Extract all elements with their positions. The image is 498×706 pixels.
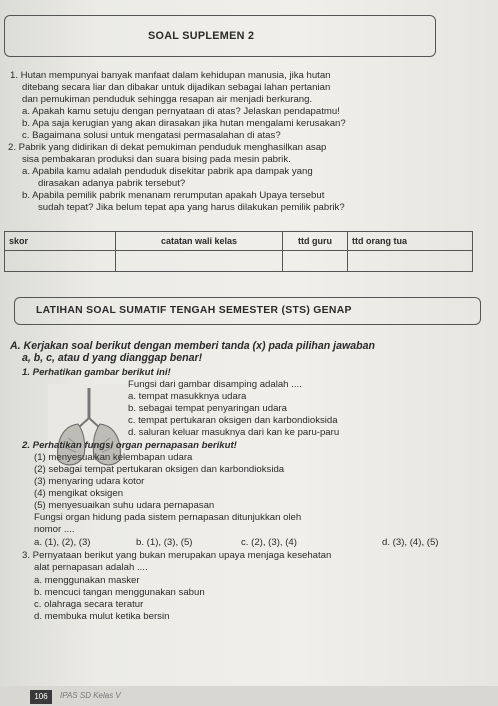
- score-cell[interactable]: [5, 251, 116, 272]
- q2-option-d[interactable]: d. (3), (4), (5): [382, 537, 439, 548]
- sts-title: LATIHAN SOAL SUMATIF TENGAH SEMESTER (STS) GENAP: [36, 305, 352, 316]
- suplemen-line: sisa pembakaran produksi dan suara bising pada mesin pabrik.: [22, 154, 291, 165]
- q2-item: (4) mengikat oksigen: [34, 488, 124, 499]
- teacher-signature-header: ttd guru: [283, 232, 348, 251]
- suplemen-line: b. Apa saja kerugian yang akan dirasakan jika hutan mengalami kerusakan?: [22, 118, 346, 129]
- q3-option-a[interactable]: a. menggunakan masker: [34, 575, 140, 586]
- instruction-line: A. Kerjakan soal berikut dengan memberi tanda (x) pada pilihan jawaban: [10, 340, 375, 352]
- note-cell[interactable]: [116, 251, 283, 272]
- suplemen-line: a. Apakah kamu setuju dengan pernyataan di atas? Jelaskan pendapatmu!: [22, 106, 340, 117]
- q1-prompt: 1. Perhatikan gambar berikut ini!: [22, 367, 171, 378]
- page-title: SOAL SUPLEMEN 2: [148, 30, 255, 42]
- book-label: IPAS SD Kelas V: [60, 691, 121, 700]
- instruction-line: a, b, c, atau d yang dianggap benar!: [22, 352, 203, 364]
- q2-option-c[interactable]: c. (2), (3), (4): [241, 537, 297, 548]
- q2-item: (3) menyaring udara kotor: [34, 476, 145, 487]
- note-header: catatan wali kelas: [116, 232, 283, 251]
- suplemen-line: dan pemukiman penduduk sehingga resapan air menjadi berkurang.: [22, 94, 313, 105]
- parent-signature-cell[interactable]: [348, 251, 473, 272]
- suplemen-line: a. Apabila kamu adalah penduduk disekitar pabrik apa dampak yang: [22, 166, 313, 177]
- q1-option-d[interactable]: d. saluran keluar masuknya dari kan ke paru-paru: [128, 427, 340, 438]
- q3-option-d[interactable]: d. membuka mulut ketika bersin: [34, 611, 170, 622]
- q2-item: (5) menyesuaikan suhu udara pernapasan: [34, 500, 215, 511]
- score-header: skor: [5, 232, 116, 251]
- q3-question: 3. Pernyataan berikut yang bukan merupakan upaya menjaga kesehatan: [22, 550, 332, 561]
- teacher-signature-cell[interactable]: [283, 251, 348, 272]
- suplemen-line: ditebang secara liar dan dibakar untuk dijadikan sebagai lahan pertanian: [22, 82, 331, 93]
- q3-option-c[interactable]: c. olahraga secara teratur: [34, 599, 144, 610]
- q1-option-a[interactable]: a. tempat masukknya udara: [128, 391, 247, 402]
- score-table: [4, 231, 473, 272]
- q3-question: alat pernapasan adalah ....: [34, 562, 148, 573]
- q1-option-b[interactable]: b. sebagai tempat penyaringan udara: [128, 403, 287, 414]
- suplemen-line: sudah tepat? Jika belum tepat apa yang harus dilakukan pemilik pabrik?: [38, 202, 345, 213]
- parent-signature-header: ttd orang tua: [348, 232, 473, 251]
- suplemen-line: 1. Hutan mempunyai banyak manfaat dalam kehidupan manusia, jika hutan: [10, 70, 331, 81]
- page-number: 106: [30, 690, 52, 704]
- page-footer: [0, 686, 498, 706]
- suplemen-line: dirasakan adanya pabrik tersebut?: [38, 178, 186, 189]
- q3-option-b[interactable]: b. mencuci tangan menggunakan sabun: [34, 587, 205, 598]
- q2-question: Fungsi organ hidung pada sistem pernapasan ditunjukkan oleh: [34, 512, 302, 523]
- q2-item: (2) sebagai tempat pertukaran oksigen dan karbondioksida: [34, 464, 285, 475]
- q2-option-a[interactable]: a. (1), (2), (3): [34, 537, 91, 548]
- q2-item: (1) menyesuaikan kelembapan udara: [34, 452, 193, 463]
- q2-option-b[interactable]: b. (1), (3), (5): [136, 537, 193, 548]
- q2-question: nomor ....: [34, 524, 75, 535]
- q1-option-c[interactable]: c. tempat pertukaran oksigen dan karbondioksida: [128, 415, 338, 426]
- q1-question: Fungsi dari gambar disamping adalah ....: [128, 379, 302, 390]
- suplemen-line: 2. Pabrik yang didirikan di dekat pemukiman penduduk menghasilkan asap: [8, 142, 327, 153]
- suplemen-line: b. Apabila pemilik pabrik menanam rerumputan apakah Upaya tersebut: [22, 190, 325, 201]
- q2-prompt: 2. Perhatikan fungsi organ pernapasan berikut!: [22, 440, 237, 451]
- suplemen-line: c. Bagaimana solusi untuk mengatasi permasalahan di atas?: [22, 130, 281, 141]
